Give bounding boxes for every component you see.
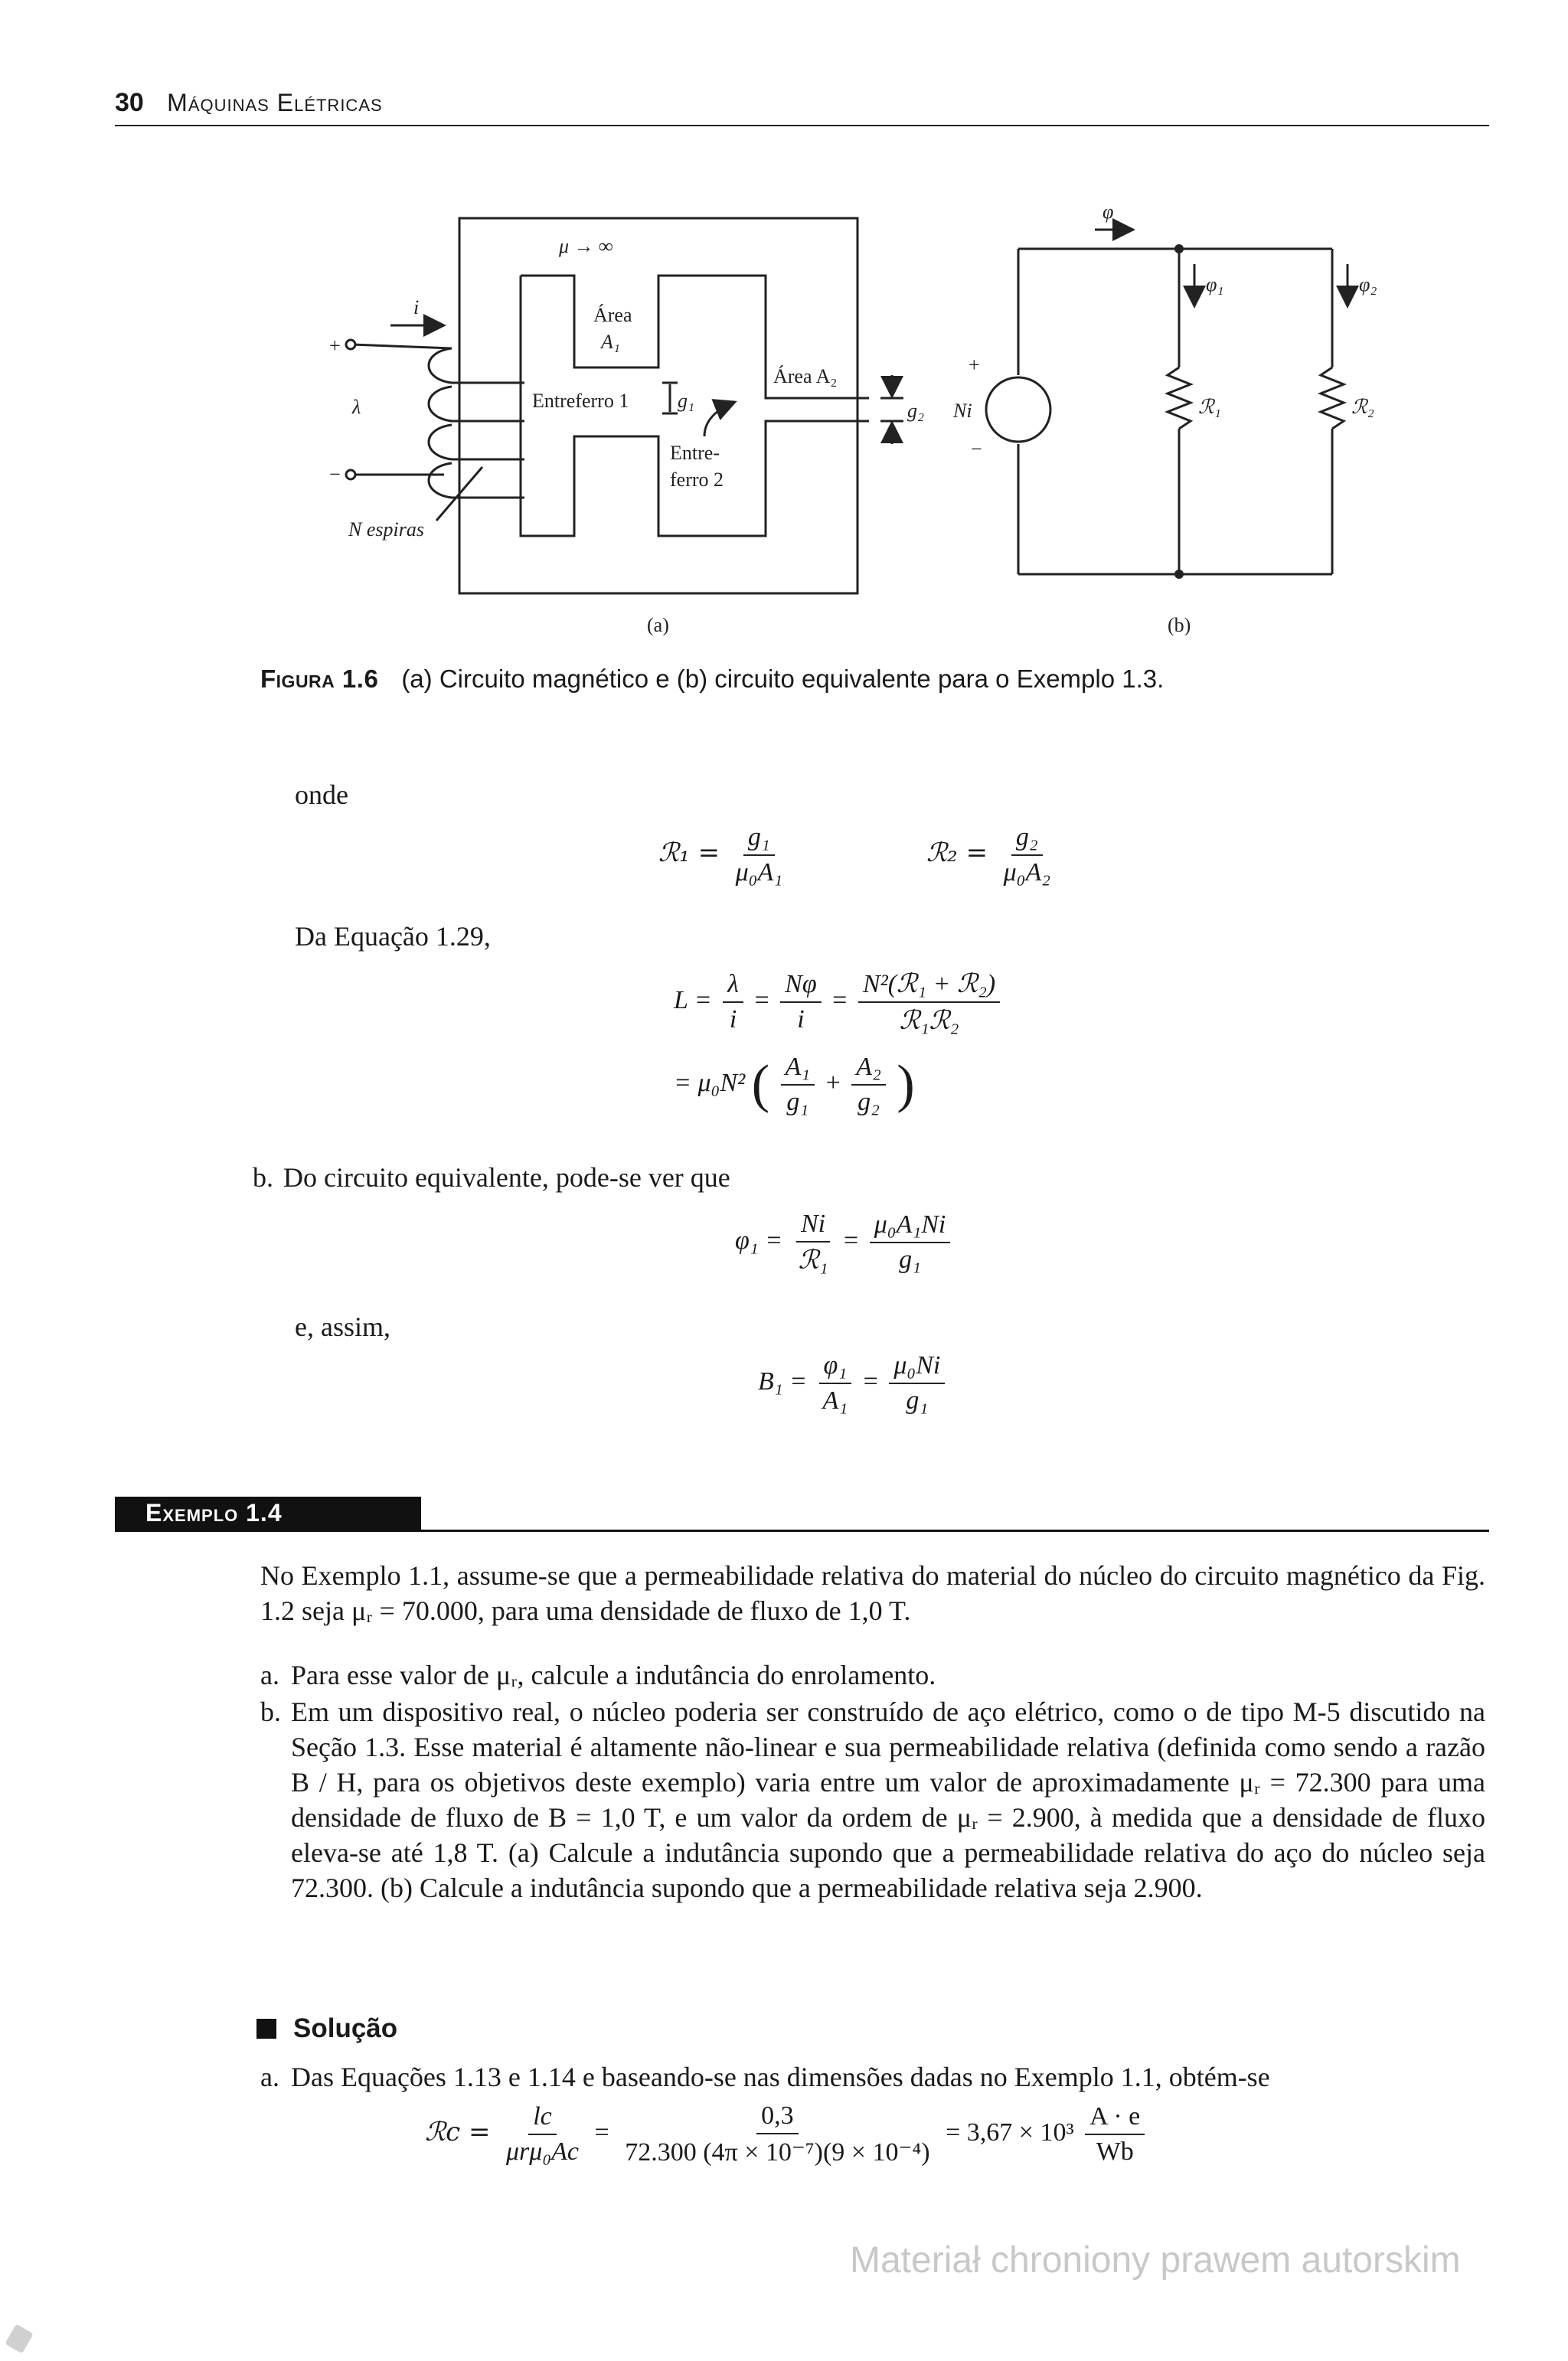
text-onde: onde bbox=[295, 779, 348, 810]
figure-label: Figura 1.6 bbox=[260, 665, 379, 693]
source-label: Ni bbox=[953, 400, 972, 422]
example-item-b: b. Em um dispositivo real, o núcleo poderia ser construído de aço elétrico, como o de tipo M-5 discutido na Seção 1.3. Esse material é altamente não-linear e sua permeabilidade relativa (definida como sendo a razão B / H, para os objetivos deste exemplo) varia entre um valor de aproximadamente μᵣ = 72.300 para uma densidade de fluxo de B = 1,0 T, e um valor da ordem de μᵣ = 2.900, à medida que a densidade de fluxo eleva-se até 1,8 T. (a) Calcule a indutância supondo que a permeabilidade relativa do aço do núcleo seja 72.300. (b) Calcule a indutância supondo que a permeabilidade relativa seja 2.900. bbox=[260, 1696, 1485, 1903]
gap2-label-line1: Entre- bbox=[670, 442, 720, 464]
area1-label-line2: A₁ bbox=[601, 331, 620, 353]
figure-caption-text: (a) Circuito magnético e (b) circuito equivalente para o Exemplo 1.3. bbox=[401, 665, 1165, 693]
mu-label: μ → ∞ bbox=[559, 235, 613, 257]
node-top bbox=[1174, 244, 1184, 253]
coil-turn bbox=[429, 463, 524, 498]
equation-inductance-result: = μ₀N² ( $\frac{\text{A₁}}{\text{g₁}}$ + $\frac{\text{A₂}}{\text{g₂}}$ ) bbox=[674, 1053, 915, 1116]
equivalent-circuit-diagram bbox=[986, 230, 1348, 574]
minus-label: − bbox=[329, 463, 341, 485]
lead-top bbox=[352, 345, 452, 348]
terminal-plus bbox=[346, 340, 355, 349]
lambda-label: λ bbox=[352, 396, 361, 418]
gap2-label-line2: ferro 2 bbox=[670, 469, 724, 491]
equivalent-circuit-labels bbox=[952, 201, 1377, 635]
solution-item-a: a. Das Equações 1.13 e 1.14 e baseando-se nas dimensões dadas no Exemplo 1.1, obtém-se bbox=[260, 2062, 1270, 2092]
plus-label: + bbox=[329, 335, 341, 357]
subfigure-a-label: (a) bbox=[647, 614, 669, 635]
area2-label: Área A₂ bbox=[773, 365, 838, 387]
equation-inductance: L = $\frac{\lambda}{i}$ = $\frac{N\varphi}{i}$ = $\frac{\text{N²(ℛ₁ + ℛ₂)}}{\text{ℛ₁ℛ₂}}$ bbox=[674, 968, 1004, 1036]
page-number: 30 bbox=[115, 88, 144, 117]
coil-turn bbox=[429, 348, 524, 383]
text-da-equacao: Da Equação 1.29, bbox=[295, 921, 491, 952]
source-minus: − bbox=[971, 438, 982, 460]
r1-label: ℛ₁ bbox=[1198, 396, 1221, 418]
resistor-r2 bbox=[1321, 367, 1344, 429]
node-bottom bbox=[1174, 570, 1184, 579]
phi1-label: φ₁ bbox=[1206, 273, 1224, 296]
equation-r1: ℛ₁ = $\frac{\text{g₁}}{\text{μ₀A₁}}$ bbox=[658, 823, 783, 887]
phi-label: φ bbox=[1102, 201, 1114, 223]
text-e-assim: e, assim, bbox=[295, 1311, 390, 1342]
header-rule bbox=[115, 125, 1489, 126]
equation-phi1: φ₁ = $\frac{Ni}{\text{ℛ₁}}$ = $\frac{\text{μ₀A₁Ni}}{\text{g₁}}$ bbox=[735, 1210, 955, 1275]
running-title: Máquinas Elétricas bbox=[167, 89, 383, 116]
example-rule bbox=[421, 1530, 1489, 1532]
area1-label-line1: Área bbox=[593, 304, 632, 326]
equation-b1: B₁ = $\frac{\text{φ₁}}{\text{A₁}}$ = $\frac{\text{μ₀Ni}}{\text{g₁}}$ bbox=[758, 1351, 949, 1416]
turns-label: N espiras bbox=[348, 518, 424, 540]
example-title: Exemplo 1.4 bbox=[145, 1499, 283, 1527]
example-item-a: a. Para esse valor de μᵣ, calcule a indutância do enrolamento. bbox=[260, 1660, 936, 1690]
solution-bullet-icon bbox=[256, 2019, 276, 2039]
r2-label: ℛ₂ bbox=[1351, 396, 1374, 418]
subfigure-b-label: (b) bbox=[1168, 614, 1191, 635]
gap2-pointer bbox=[704, 402, 735, 436]
resistor-r1 bbox=[1168, 367, 1191, 429]
equation-rc: ℛc = $\frac{lc}{\text{μrμ₀Ac}}$ = $\frac{0,3}{\text{72.300 (4π × 10⁻⁷)(9 × 10⁻⁴)}}$ = 3,67 × 10³ $\frac{A \cdot e}{Wb}$ bbox=[425, 2101, 1149, 2167]
phi2-label: φ₂ bbox=[1359, 273, 1377, 296]
source-plus: + bbox=[969, 354, 980, 376]
g2-label: g₂ bbox=[907, 400, 925, 422]
mmf-source bbox=[986, 377, 1050, 442]
current-label: i bbox=[413, 296, 420, 318]
figure-caption bbox=[260, 665, 1164, 694]
scan-artifact bbox=[5, 2324, 34, 2354]
example-intro: No Exemplo 1.1, assume-se que a permeabilidade relativa do material do núcleo do circuito magnético da Fig. 1.2 seja μᵣ = 70.000, para uma densidade de fluxo de 1,0 T. bbox=[260, 1560, 1485, 1626]
terminal-minus bbox=[346, 470, 355, 479]
equation-r2: ℛ₂ = $\frac{\text{g₂}}{\text{μ₀A₂}}$ bbox=[926, 823, 1051, 887]
coil-turn bbox=[429, 425, 524, 459]
copyright-watermark: Materiał chroniony prawem autorskim bbox=[850, 2240, 1461, 2281]
running-header bbox=[115, 88, 383, 118]
solution-heading: Solução bbox=[256, 2013, 397, 2044]
gap1-label: Entreferro 1 bbox=[532, 390, 629, 412]
list-item-b: b. Do circuito equivalente, pode-se ver que bbox=[253, 1162, 730, 1193]
coil-turn bbox=[429, 387, 524, 421]
figure-1-6 bbox=[329, 191, 1401, 635]
g1-label: g₁ bbox=[678, 390, 695, 412]
